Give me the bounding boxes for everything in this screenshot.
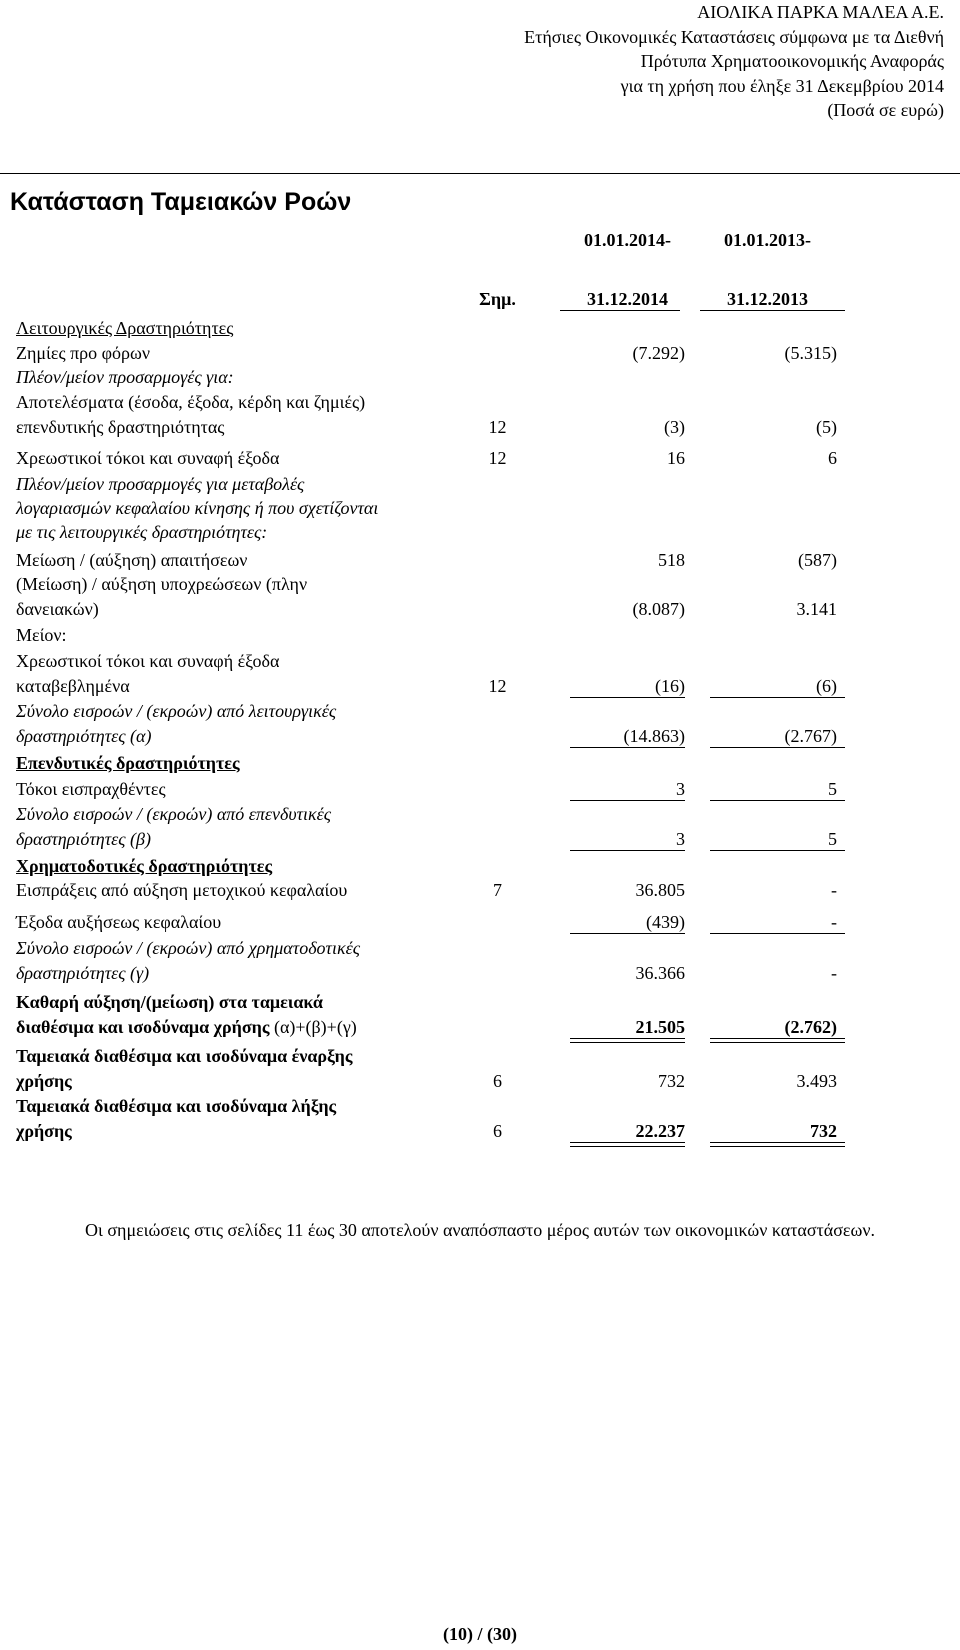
period2-from: 01.01.2013- bbox=[724, 230, 811, 250]
interest-received-underline-2013 bbox=[710, 800, 845, 801]
investing-total-underline-2013 bbox=[710, 850, 845, 851]
capital-costs-2014: (439) bbox=[646, 912, 685, 932]
investing-heading: Επενδυτικές δραστηριότητες bbox=[16, 753, 240, 773]
interest-expense-2014: 16 bbox=[667, 448, 685, 468]
operating-total-2014: (14.863) bbox=[623, 726, 685, 746]
cash-start-label-2: χρήσης bbox=[16, 1071, 72, 1091]
wc-heading-3: με τις λειτουργικές δραστηριότητες: bbox=[16, 522, 268, 542]
interest-paid-underline-2014 bbox=[570, 697, 685, 698]
investing-total-2014: 3 bbox=[676, 829, 685, 849]
cash-end-double-underline-2013 bbox=[710, 1142, 845, 1147]
cash-end-note: 6 bbox=[493, 1121, 502, 1141]
operating-total-label-2: δραστηριότητες (α) bbox=[16, 726, 152, 746]
interest-paid-2013: (6) bbox=[816, 676, 837, 696]
financing-heading: Χρηματοδοτικές δραστηριότητες bbox=[16, 856, 273, 876]
receivables-label: Μείωση / (αύξηση) απαιτήσεων bbox=[16, 550, 248, 570]
page-number: (10) / (30) bbox=[443, 1624, 517, 1644]
interest-received-underline-2014 bbox=[570, 800, 685, 801]
cash-end-double-underline-2014 bbox=[570, 1142, 685, 1147]
financing-total-2013: - bbox=[831, 963, 837, 983]
company-name: ΑΙΟΛΙΚΑ ΠΑΡΚΑ ΜΑΛΕΑ Α.Ε. bbox=[697, 2, 944, 22]
cash-end-label-2: χρήσης bbox=[16, 1121, 72, 1141]
interest-received-2014: 3 bbox=[676, 779, 685, 799]
col1-header-underline bbox=[560, 310, 680, 311]
loss-before-tax-2013: (5.315) bbox=[784, 343, 837, 363]
payables-2013: 3.141 bbox=[796, 599, 837, 619]
adjustments-heading: Πλέον/μείον προσαρμογές για: bbox=[16, 367, 234, 387]
footer-note: Οι σημειώσεις στις σελίδες 11 έως 30 αποτελούν αναπόσπαστο μέρος αυτών των οικονομικών καταστάσεων. bbox=[85, 1220, 875, 1240]
capital-costs-2013: - bbox=[831, 912, 837, 932]
loss-before-tax-label: Ζημίες προ φόρων bbox=[16, 343, 151, 363]
operating-total-underline-2014 bbox=[570, 747, 685, 748]
operating-total-underline-2013 bbox=[710, 747, 845, 748]
net-change-2014: 21.505 bbox=[635, 1017, 685, 1037]
period2-to: 31.12.2013 bbox=[727, 289, 808, 309]
less-label: Μείον: bbox=[16, 625, 67, 645]
cash-end-label-1: Ταμειακά διαθέσιμα και ισοδύναμα λήξης bbox=[16, 1096, 337, 1116]
interest-paid-underline-2013 bbox=[710, 697, 845, 698]
interest-received-2013: 5 bbox=[828, 779, 837, 799]
interest-paid-2014: (16) bbox=[655, 676, 685, 696]
interest-expense-label: Χρεωστικοί τόκοι και συναφή έξοδα bbox=[16, 448, 280, 468]
header-line-3: Πρότυπα Χρηματοοικονομικής Αναφοράς bbox=[640, 51, 944, 71]
capital-increase-2013: - bbox=[831, 880, 837, 900]
financing-total-label-1: Σύνολο εισροών / (εκροών) από χρηματοδοτικές bbox=[16, 938, 361, 958]
capital-increase-label: Εισπράξεις από αύξηση μετοχικού κεφαλαίου bbox=[16, 880, 348, 900]
cash-start-2013: 3.493 bbox=[796, 1071, 837, 1091]
net-change-label-2a: διαθέσιμα και ισοδύναμα χρήσης bbox=[16, 1017, 270, 1037]
net-change-label-2b: (α)+(β)+(γ) bbox=[269, 1017, 357, 1037]
net-change-double-underline-2014 bbox=[570, 1038, 685, 1043]
investing-total-2013: 5 bbox=[828, 829, 837, 849]
net-change-double-underline-2013 bbox=[710, 1038, 845, 1043]
investing-total-label-2: δραστηριότητες (β) bbox=[16, 829, 152, 849]
investing-results-note: 12 bbox=[488, 417, 507, 437]
statement-title: Κατάσταση Ταμειακών Ροών bbox=[10, 188, 352, 216]
payables-label-1: (Μείωση) / αύξηση υποχρεώσεων (πλην bbox=[16, 574, 308, 594]
capital-costs-underline-2013 bbox=[710, 933, 845, 934]
investing-total-underline-2014 bbox=[570, 850, 685, 851]
investing-results-label-1: Αποτελέσματα (έσοδα, έξοδα, κέρδη και ζημιές) bbox=[16, 392, 366, 412]
col2-header-underline bbox=[700, 310, 845, 311]
report-header bbox=[524, 0, 944, 123]
financing-total-label-2: δραστηριότητες (γ) bbox=[16, 963, 150, 983]
cash-start-label-1: Ταμειακά διαθέσιμα και ισοδύναμα έναρξης bbox=[16, 1046, 353, 1066]
cash-start-2014: 732 bbox=[658, 1071, 685, 1091]
header-line-4: για τη χρήση που έληξε 31 Δεκεμβρίου 2014 bbox=[620, 75, 944, 96]
loss-before-tax-2014: (7.292) bbox=[632, 343, 685, 363]
net-change-label-1: Καθαρή αύξηση/(μείωση) στα ταμειακά bbox=[16, 992, 323, 1012]
financing-total-2014: 36.366 bbox=[635, 963, 685, 983]
wc-heading-1: Πλέον/μείον προσαρμογές για μεταβολές bbox=[16, 474, 305, 494]
operating-total-2013: (2.767) bbox=[784, 726, 837, 746]
investing-results-2014: (3) bbox=[664, 417, 685, 437]
receivables-2014: 518 bbox=[658, 550, 685, 570]
interest-expense-note: 12 bbox=[488, 448, 507, 468]
investing-results-2013: (5) bbox=[816, 417, 837, 437]
interest-paid-note: 12 bbox=[488, 676, 507, 696]
cash-end-2014: 22.237 bbox=[635, 1121, 685, 1141]
capital-costs-label: Έξοδα αυξήσεως κεφαλαίου bbox=[16, 912, 222, 932]
capital-increase-2014: 36.805 bbox=[635, 880, 685, 900]
period1-to: 31.12.2014 bbox=[587, 289, 668, 309]
cash-end-2013: 732 bbox=[810, 1121, 837, 1141]
interest-paid-label-1: Χρεωστικοί τόκοι και συναφή έξοδα bbox=[16, 651, 280, 671]
investing-results-label-2: επενδυτικής δραστηριότητας bbox=[16, 417, 225, 437]
net-change-label-2 bbox=[16, 1016, 357, 1038]
wc-heading-2: λογαριασμών κεφαλαίου κίνησης ή που σχετίζονται bbox=[16, 498, 379, 518]
interest-paid-label-2: καταβεβλημένα bbox=[16, 676, 130, 696]
receivables-2013: (587) bbox=[798, 550, 837, 570]
interest-received-label: Τόκοι εισπραχθέντες bbox=[16, 779, 166, 799]
header-line-2: Ετήσιες Οικονομικές Καταστάσεις σύμφωνα με τα Διεθνή bbox=[524, 26, 944, 47]
capital-costs-underline-2014 bbox=[570, 933, 685, 934]
cash-start-note: 6 bbox=[493, 1071, 502, 1091]
payables-label-2: δανειακών) bbox=[16, 599, 99, 619]
net-change-2013: (2.762) bbox=[784, 1017, 837, 1037]
investing-total-label-1: Σύνολο εισροών / (εκροών) από επενδυτικές bbox=[16, 804, 332, 824]
payables-2014: (8.087) bbox=[632, 599, 685, 619]
currency-note: (Ποσά σε ευρώ) bbox=[827, 100, 944, 120]
operating-total-label-1: Σύνολο εισροών / (εκροών) από λειτουργικές bbox=[16, 701, 337, 721]
header-divider bbox=[0, 173, 960, 174]
note-column-header: Σημ. bbox=[479, 289, 516, 309]
period1-from: 01.01.2014- bbox=[584, 230, 671, 250]
capital-increase-note: 7 bbox=[493, 880, 502, 900]
operating-heading: Λειτουργικές Δραστηριότητες bbox=[16, 318, 234, 338]
interest-expense-2013: 6 bbox=[828, 448, 837, 468]
